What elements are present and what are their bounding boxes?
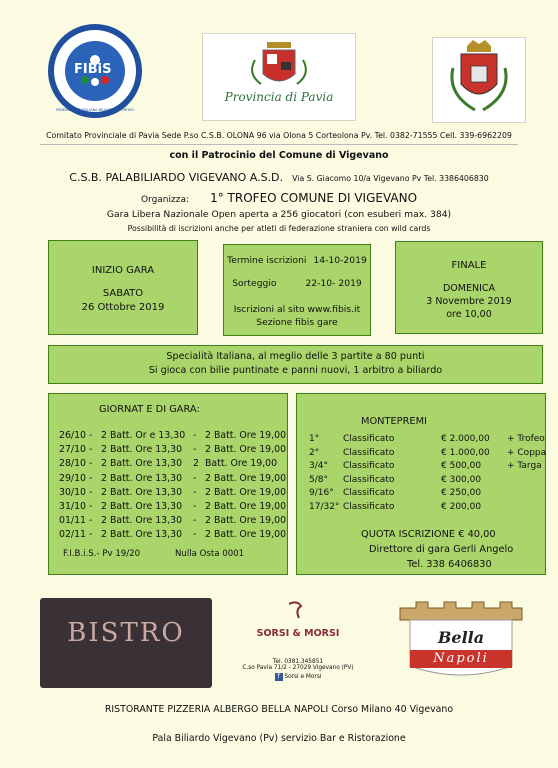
giornata-second-slot: 2 Batt. Ore 19,00: [205, 472, 287, 484]
club-name: C.S.B. PALABILIARDO VIGEVANO A.S.D.: [69, 171, 284, 184]
premio-place: 2°: [309, 447, 320, 458]
finale-title: FINALE: [451, 260, 487, 271]
specialita-line1: Specialità Italiana, al meglio delle 3 partite a 80 punti: [166, 351, 425, 362]
giornata-date: 31/10 -: [59, 501, 93, 512]
premio-place: 17/32°: [309, 501, 340, 512]
premio-label: Classificato: [343, 447, 395, 458]
giornata-second-slot: Batt. Ore 19,00: [205, 458, 278, 470]
giornate-box: [48, 393, 288, 575]
nulla-osta: Nulla Osta 0001: [175, 549, 245, 559]
direttore-tel: Tel. 338 6406830: [407, 559, 492, 570]
termine-row: [224, 255, 370, 266]
giornata-separator: -: [193, 472, 197, 484]
giornata-separator: -: [193, 444, 197, 456]
giornata-separator: -: [193, 501, 197, 512]
club-address: Via S. Giacomo 10/a Vigevano Pv Tel. 3386406830: [292, 174, 489, 183]
sorsi-morsi-logo-icon: [283, 600, 313, 622]
sorsi-morsi-sponsor: [224, 600, 372, 688]
premio-place: 9/16°: [309, 488, 334, 498]
vigevano-logo: [432, 37, 526, 123]
montepremi-title: MONTEPREMI: [361, 416, 427, 427]
provincia-text: Provincia di Pavia: [224, 90, 334, 104]
premio-amount: € 1.000,00: [441, 447, 490, 458]
inizio-gara-box: [48, 240, 198, 335]
provincia-pavia-logo: [202, 33, 356, 121]
sorteggio-date: 22-10- 2019: [305, 278, 362, 289]
provincia-crest-icon: [203, 34, 355, 120]
inizio-gara-title: INIZIO GARA: [91, 265, 155, 276]
sezione-text: Sezione fibis gare: [256, 317, 338, 328]
giornata-date: 28/10 -: [59, 458, 93, 470]
fibis-logo-ring-text: FEDERAZIONE ITALIANA BILIARDO SPORTIVO: [55, 108, 135, 112]
specialita-line2: Si gioca con bilie puntinate e panni nuovi, 1 arbitro a biliardo: [148, 365, 443, 376]
giornata-first-slot: 2 Batt. Ore 13,30: [101, 472, 183, 484]
giornata-second-slot: 2 Batt. Ore 19,00: [205, 444, 287, 456]
vigevano-coat-of-arms-icon: [433, 38, 525, 122]
giornata-first-slot: 2 Batt. Ore 13,30: [101, 486, 183, 498]
premio-place: 5/8°: [309, 474, 328, 485]
giornata-second-slot: 2 Batt. Ore 19,00: [205, 529, 287, 541]
sorteggio-label: Sorteggio: [232, 278, 277, 289]
giornata-second-slot: 2 Batt. Ore 19,00: [205, 486, 287, 498]
giornata-first-slot: 2 Batt. Ore 13,30: [101, 529, 183, 541]
giornata-separator: -: [193, 486, 197, 498]
inizio-gara-date: 26 Ottobre 2019: [81, 302, 165, 313]
finale-box: [395, 241, 543, 334]
inizio-gara-day: SABATO: [102, 288, 144, 299]
club-line: [0, 166, 558, 185]
finale-time: ore 10,00: [446, 309, 492, 320]
footer-line1: RISTORANTE PIZZERIA ALBERGO BELLA NAPOLI Corso Milano 40 Vigevano: [104, 704, 454, 715]
premio-extra: + Targa: [507, 461, 542, 471]
finale-date: 3 Novembre 2019: [426, 296, 512, 307]
bistro-sponsor: [40, 598, 212, 688]
bella-text: Bella: [437, 628, 485, 647]
giornata-first-slot: 2 Batt. Or e 13,30: [101, 430, 186, 441]
premio-label: Classificato: [343, 488, 395, 498]
giornata-first-slot: 2 Batt. Ore 13,30: [101, 515, 183, 527]
fibis-logo-text: FIBiS: [74, 62, 112, 77]
premio-extra: + Trofeo: [507, 434, 545, 444]
giornate-title: GIORNAT E DI GARA:: [99, 404, 200, 415]
giornata-date: 27/10 -: [59, 444, 93, 456]
premio-label: Classificato: [343, 434, 395, 444]
giornate-list: [59, 430, 287, 545]
comitato-line: Comitato Provinciale di Pavia Sede P.so C.S.B. OLONA 96 via Olona 5 Corteolona Pv. Tel. 0382-71555 Cell. 339-6962209: [46, 131, 512, 140]
giornata-separator: -: [193, 430, 197, 441]
giornata-date: 01/11 -: [59, 515, 93, 527]
premio-amount: € 200,00: [441, 501, 482, 512]
bella-napoli-sponsor: [398, 600, 524, 684]
giornata-date: 26/10 -: [59, 430, 93, 441]
footer-line2: Pala Biliardo Vigevano (Pv) servizio Bar e Ristorazione: [152, 733, 406, 744]
organizza-label: Organizza:: [140, 195, 190, 205]
giornata-second-slot: 2 Batt. Ore 19,00: [205, 501, 287, 512]
giornata-date: 02/11 -: [59, 529, 93, 541]
premio-label: Classificato: [343, 461, 395, 471]
premio-amount: € 2.000,00: [441, 434, 490, 444]
organizza-line: [0, 187, 558, 206]
sorsi-address: C.so Pavia 71/2 - 27029 Vigevano (PV): [242, 665, 354, 671]
giornata-separator: -: [193, 515, 197, 527]
header-divider: [40, 144, 518, 145]
premio-place: 1°: [309, 434, 320, 444]
giornata-second-slot: 2 Batt. Ore 19,00: [205, 430, 287, 441]
sito-text: Iscrizioni al sito www.fibis.it: [233, 304, 361, 315]
premio-amount: € 500,00: [441, 461, 482, 471]
quota-iscrizione: QUOTA ISCRIZIONE € 40,00: [361, 529, 496, 540]
gara-description: Gara Libera Nazionale Open aperta a 256 giocatori (con esuberi max. 384): [106, 209, 452, 220]
iscrizioni-box: [223, 244, 371, 336]
sorsi-social-row: [224, 673, 372, 681]
sorsi-morsi-title: SORSI & MORSI: [256, 628, 340, 639]
bistro-text: BISTRO: [67, 618, 185, 648]
sorteggio-row: [224, 278, 370, 289]
giornata-second-slot: 2 Batt. Ore 19,00: [205, 515, 287, 527]
premio-amount: € 250,00: [441, 488, 482, 498]
termine-label: Termine iscrizioni: [227, 255, 307, 266]
termine-date: 14-10-2019: [313, 255, 367, 266]
sorsi-tel: Tel. 0381.345851: [272, 659, 324, 665]
trofeo-title: 1° TROFEO COMUNE DI VIGEVANO: [210, 191, 418, 205]
patrocinio-text: con il Patrocinio del Comune di Vigevano: [169, 150, 389, 161]
giornata-first-slot: 2 Batt. Ore 13,30: [101, 458, 183, 470]
giornata-date: 30/10 -: [59, 486, 93, 498]
premio-place: 3/4°: [309, 461, 328, 471]
giornata-first-slot: 2 Batt. Ore 13,30: [101, 501, 183, 512]
premio-amount: € 300,00: [441, 474, 482, 485]
premio-label: Classificato: [343, 501, 395, 512]
montepremi-box: [296, 393, 546, 575]
sorsi-social-text: Sorsi e Morsi: [284, 674, 322, 680]
direttore-gara: Direttore di gara Gerli Angelo: [369, 544, 514, 555]
fibis-logo: [40, 22, 150, 120]
fibis-code: F.I.B.i.S.- Pv 19/20: [63, 549, 141, 559]
facebook-icon: f: [275, 673, 283, 681]
premio-label: Classificato: [343, 474, 395, 485]
giornata-first-slot: 2 Batt. Ore 13,30: [101, 444, 183, 456]
iscrizioni-note: Possibilità di iscrizioni anche per atleti di federazione straniera con wild cards: [127, 224, 431, 233]
napoli-text: Napoli: [433, 651, 489, 666]
finale-day: DOMENICA: [442, 283, 496, 294]
giornata-date: 29/10 -: [59, 472, 93, 484]
giornata-separator: -: [193, 529, 197, 541]
montepremi-list: [309, 434, 547, 516]
giornata-separator: 2: [193, 458, 199, 470]
specialita-box: [48, 345, 543, 384]
premio-extra: + Coppa: [507, 447, 547, 458]
